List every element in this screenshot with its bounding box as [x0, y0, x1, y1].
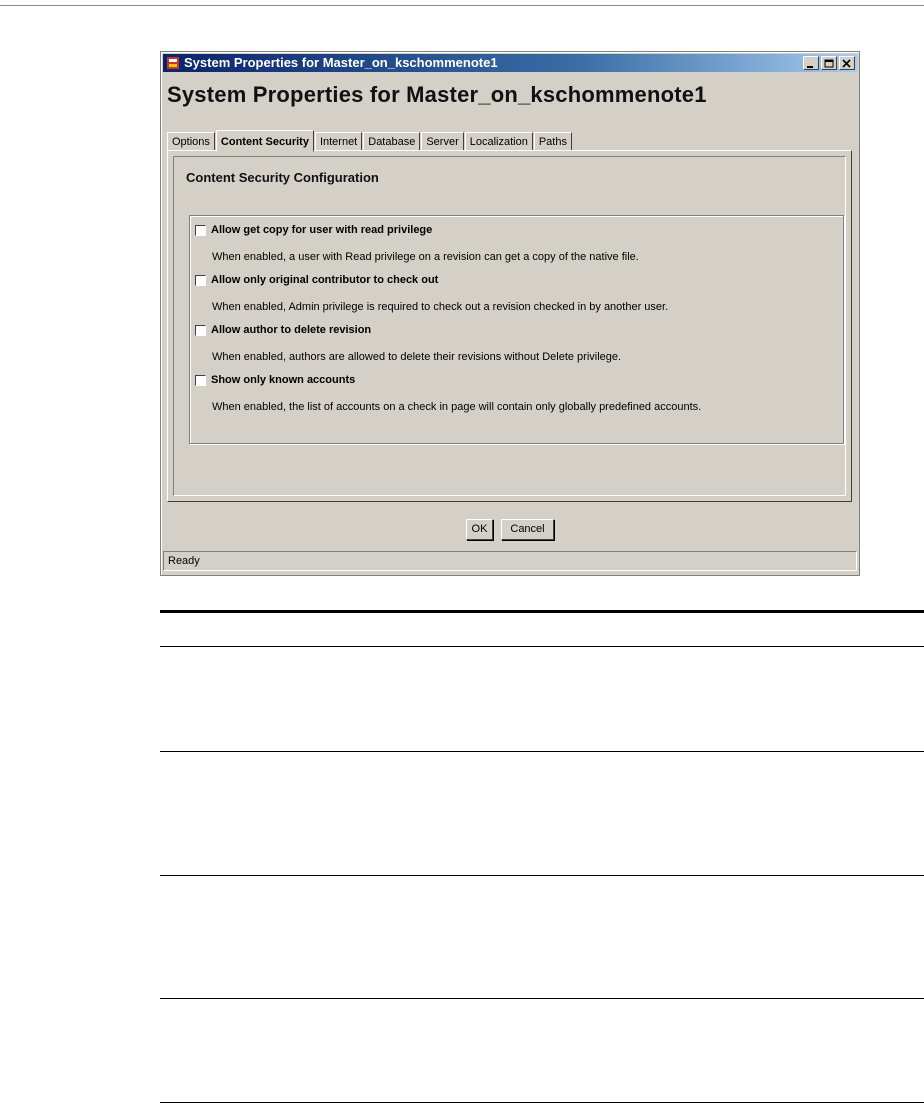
section-heading: Content Security Configuration	[186, 170, 379, 185]
tab-database[interactable]: Database	[363, 132, 420, 151]
panel-inner	[173, 156, 846, 496]
tab-server[interactable]: Server	[421, 132, 463, 151]
title-bar[interactable]	[163, 54, 857, 72]
known-accounts-checkbox[interactable]	[195, 375, 206, 386]
tab-strip	[167, 129, 573, 151]
tab-internet[interactable]: Internet	[315, 132, 362, 151]
original-contributor-checkbox[interactable]	[195, 275, 206, 286]
option-description: When enabled, the list of accounts on a check in page will contain only globally predefined accounts.	[212, 401, 702, 413]
status-bar: Ready	[163, 551, 857, 571]
author-delete-checkbox[interactable]	[195, 325, 206, 336]
system-properties-window	[160, 51, 860, 576]
tab-paths[interactable]: Paths	[534, 132, 572, 151]
option-label: Allow only original contributor to check out	[211, 274, 439, 286]
option-original-contributor[interactable]	[195, 274, 438, 286]
table-row-rule	[160, 875, 924, 876]
table-row-rule	[160, 1102, 924, 1103]
tab-content-security[interactable]: Content Security	[216, 130, 314, 152]
app-icon	[166, 56, 180, 70]
table-top-rule	[160, 610, 924, 613]
tab-localization[interactable]: Localization	[465, 132, 533, 151]
content-security-panel	[167, 150, 852, 502]
option-get-copy[interactable]	[195, 224, 432, 236]
minimize-button[interactable]	[803, 56, 819, 70]
option-label: Show only known accounts	[211, 374, 356, 386]
option-known-accounts[interactable]	[195, 374, 355, 386]
close-button[interactable]	[839, 56, 855, 70]
options-group	[189, 215, 844, 444]
close-icon	[840, 58, 854, 70]
window-title: System Properties for Master_on_kschommenote1	[184, 55, 498, 70]
option-label: Allow get copy for user with read privilege	[211, 224, 433, 236]
table-row-rule	[160, 646, 924, 647]
table-row-rule	[160, 998, 924, 999]
option-description: When enabled, authors are allowed to delete their revisions without Delete privilege.	[212, 351, 622, 363]
option-author-delete[interactable]	[195, 324, 371, 336]
table-row-rule	[160, 751, 924, 752]
get-copy-checkbox[interactable]	[195, 225, 206, 236]
page-title: System Properties for Master_on_kschommenote1	[167, 82, 707, 107]
maximize-icon	[822, 58, 836, 70]
ok-button[interactable]: OK	[466, 519, 493, 540]
option-description: When enabled, a user with Read privilege on a revision can get a copy of the native file.	[212, 251, 639, 263]
cancel-button[interactable]: Cancel	[501, 519, 554, 540]
maximize-button[interactable]	[821, 56, 837, 70]
tab-options[interactable]: Options	[167, 132, 215, 151]
minimize-icon	[804, 58, 818, 70]
option-label: Allow author to delete revision	[211, 324, 372, 336]
page-top-rule	[0, 5, 924, 6]
option-description: When enabled, Admin privilege is required to check out a revision checked in by another user.	[212, 301, 669, 313]
